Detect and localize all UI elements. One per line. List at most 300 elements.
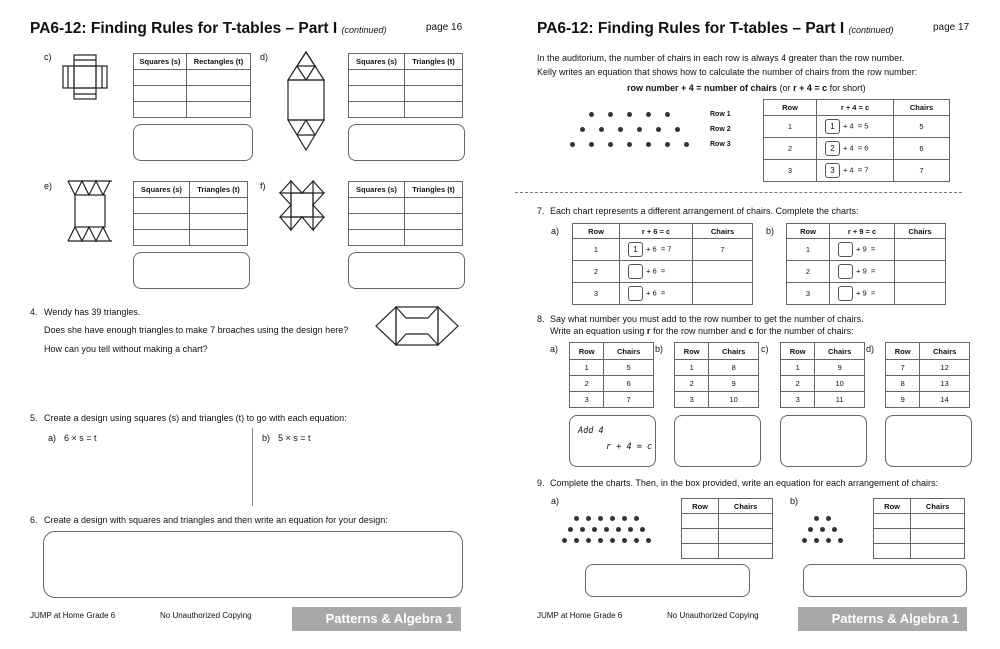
chair-dot [618, 127, 623, 132]
q8-header: Row [886, 343, 920, 360]
left-page-number: page 16 [426, 22, 463, 33]
chair-dot [616, 527, 621, 532]
equals: = 7 [660, 244, 672, 254]
row-number: 1 [764, 116, 817, 138]
q9-b-cell[interactable] [874, 514, 911, 529]
table-c [133, 53, 251, 118]
q7-a-header: Row [573, 224, 620, 239]
row-input-box[interactable]: 3 [825, 163, 840, 178]
chair-dot [808, 527, 813, 532]
table-c-cell[interactable] [186, 86, 250, 102]
chair-dot [598, 516, 603, 521]
section-divider [515, 192, 962, 193]
table-e-cell[interactable] [134, 214, 190, 230]
left-footer-section-bar: Patterns & Algebra 1 [292, 607, 461, 631]
squares-rectangles-figure-c [60, 52, 110, 104]
right.q7.a-row [573, 261, 753, 283]
q8-a-example-box[interactable] [569, 415, 656, 467]
q8-table [780, 342, 865, 408]
q8-header: Row [781, 343, 815, 360]
q8-table-label: c) [761, 344, 769, 354]
q8-cell: 10 [709, 392, 759, 408]
table-f-col2: Triangles (t) [404, 182, 462, 198]
q8-table-label: d) [866, 344, 875, 354]
q8-line2 [550, 326, 854, 336]
equation-cell [817, 116, 894, 138]
table-e-cell[interactable] [189, 230, 247, 246]
broach-design-figure [374, 304, 460, 348]
chair-dot [608, 142, 613, 147]
chair-dot [814, 538, 819, 543]
q9-b-header: Chairs [911, 499, 965, 514]
q8-cell: 7 [886, 360, 920, 376]
addend: + 9 [856, 266, 867, 276]
chairs-cell[interactable] [895, 239, 946, 261]
q9-b-label: b) [790, 496, 799, 506]
q8-cell: 9 [815, 360, 865, 376]
q9-a-table [681, 498, 773, 559]
answer-box-c[interactable] [133, 124, 253, 161]
right.q7.b-row [787, 261, 946, 283]
chair-dot [604, 527, 609, 532]
q8-table [885, 342, 970, 408]
right-footer-copyright: No Unauthorized Copying [667, 611, 759, 620]
equals: = 7 [857, 165, 869, 175]
right-title-text: PA6-12: Finding Rules for T-tables – Part I [537, 20, 845, 37]
chair-dot [627, 112, 632, 117]
equation-cell [620, 261, 693, 283]
equation-cell [830, 283, 895, 305]
q8-cell: 1 [570, 360, 604, 376]
q9-a-label: a) [551, 496, 560, 506]
q8-cell: 9 [886, 392, 920, 408]
addend: + 6 [646, 266, 657, 276]
chairs-cell[interactable] [895, 261, 946, 283]
q8-cell: 13 [920, 376, 970, 392]
chair-dot [826, 538, 831, 543]
right-page-number: page 17 [933, 22, 970, 33]
q9-b-header: Row [874, 499, 911, 514]
right.main_table-row [764, 116, 950, 138]
q9-a-chairs-diagram [562, 512, 662, 548]
q7-a-label: a) [551, 226, 560, 236]
right-page-title [537, 20, 894, 38]
chair-dot [640, 527, 645, 532]
rule-statement [627, 83, 866, 93]
q5-a-equation: 6 × s = t [64, 433, 97, 443]
chair-dot [646, 538, 651, 543]
q7-a-header: r + 6 = c [620, 224, 693, 239]
row-number: 2 [787, 261, 830, 283]
chair-dot [589, 112, 594, 117]
q8-row [675, 392, 759, 408]
rule-bold: row number + 4 = number of chairs [627, 83, 778, 93]
chairs-cell[interactable] [895, 283, 946, 305]
rule-short: r + 4 = c [793, 83, 828, 93]
left-title-text: PA6-12: Finding Rules for T-tables – Part I [30, 20, 338, 37]
chair-dot [589, 142, 594, 147]
q8-row [781, 360, 865, 376]
q8-example-line1: Add 4 [578, 426, 604, 436]
q8-cell: 2 [781, 376, 815, 392]
q8-row [886, 376, 970, 392]
part-d-label: d) [260, 52, 269, 62]
table-f-cell[interactable] [404, 198, 462, 214]
q8-cell: 1 [675, 360, 709, 376]
q8-c-answer-box[interactable] [780, 415, 867, 467]
table-e-cell[interactable] [189, 198, 247, 214]
table-d-cell[interactable] [404, 102, 462, 118]
chairs-cell[interactable]: 5 [894, 116, 950, 138]
q7-b-label: b) [766, 226, 775, 236]
q7-number: 7. [537, 206, 545, 216]
table-e-cell[interactable] [134, 198, 190, 214]
chair-dot [598, 538, 603, 543]
chair-dot [675, 127, 680, 132]
q6-number: 6. [30, 515, 38, 525]
table-f-cell[interactable] [349, 230, 405, 246]
q9-b-cell[interactable] [874, 544, 911, 559]
q8-cell: 9 [709, 376, 759, 392]
equals: = [870, 288, 876, 298]
table-f-cell[interactable] [349, 198, 405, 214]
table-c-col1: Squares (s) [134, 54, 187, 70]
chair-dot [622, 538, 627, 543]
rule-tail: for short) [829, 83, 866, 93]
row-3-label: Row 3 [710, 141, 731, 148]
chair-dot [562, 538, 567, 543]
row-number: 2 [573, 261, 620, 283]
q8-row [886, 392, 970, 408]
right-footer-section-bar: Patterns & Algebra 1 [798, 607, 967, 631]
q9-text: Complete the charts. Then, in the box provided, write an equation for each arrangement of chairs: [550, 478, 939, 488]
q9-a-cell[interactable] [682, 529, 719, 544]
equals: = [870, 266, 876, 276]
q8-row [675, 376, 759, 392]
table-e [133, 181, 248, 246]
chair-dot [656, 127, 661, 132]
q8-cell: 3 [675, 392, 709, 408]
part-e-label: e) [44, 181, 53, 191]
q6-text: Create a design with squares and triangles and then write an equation for your design: [44, 515, 388, 525]
chair-dot [646, 142, 651, 147]
q8-row [675, 360, 759, 376]
q8-table [569, 342, 654, 408]
q5-a-label: a) [48, 433, 57, 443]
q7-a-header: Chairs [693, 224, 753, 239]
row-input-box[interactable] [838, 242, 853, 257]
part-c-label: c) [44, 52, 52, 62]
row-2-label: Row 2 [710, 126, 731, 133]
q5-divider [252, 428, 253, 506]
chair-dot [622, 516, 627, 521]
chairs-cell[interactable] [693, 283, 753, 305]
row-input-box[interactable]: 1 [628, 242, 643, 257]
table-e-cell[interactable] [134, 230, 190, 246]
left-continued: (continued) [341, 25, 387, 35]
q5-b-label: b) [262, 433, 271, 443]
q8-cell: 5 [604, 360, 654, 376]
q8-row [570, 376, 654, 392]
q8-table-label: b) [655, 344, 664, 354]
q6-design-box[interactable] [43, 531, 463, 598]
q5-number: 5. [30, 413, 38, 423]
chair-dot [592, 527, 597, 532]
table-c-cell[interactable] [134, 70, 187, 86]
table-d-col1: Squares (s) [349, 54, 405, 70]
q8-line2-d: for the number of chairs: [756, 326, 854, 336]
chair-dot [646, 112, 651, 117]
q8-cell: 10 [815, 376, 865, 392]
left-footer-copyright: No Unauthorized Copying [160, 611, 252, 620]
intro-line2: Kelly writes an equation that shows how to calculate the number of chairs from the row number: [537, 67, 918, 77]
q8-line1: Say what number you must add to the row number to get the number of chairs. [550, 314, 864, 324]
q8-header: Chairs [920, 343, 970, 360]
chairs-cell[interactable]: 7 [693, 239, 753, 261]
table-c-cell[interactable] [134, 86, 187, 102]
answer-box-e[interactable] [133, 252, 250, 289]
q8-row [781, 376, 865, 392]
row-input-box[interactable] [838, 264, 853, 279]
equation-cell [620, 283, 693, 305]
q8-number: 8. [537, 314, 545, 324]
chair-dot [610, 516, 615, 521]
main-table-header: r + 4 = c [817, 100, 894, 116]
table-c-cell[interactable] [186, 70, 250, 86]
table-f-cell[interactable] [349, 214, 405, 230]
q8-row [570, 360, 654, 376]
q8-cell: 8 [886, 376, 920, 392]
q9-b-cell[interactable] [874, 529, 911, 544]
row-1-label: Row 1 [710, 111, 731, 118]
chair-dot [684, 142, 689, 147]
table-d-cell[interactable] [404, 86, 462, 102]
table-e-col1: Squares (s) [134, 182, 190, 198]
chair-dot [574, 538, 579, 543]
row-input-box[interactable]: 1 [825, 119, 840, 134]
q8-row [781, 392, 865, 408]
row-number: 3 [573, 283, 620, 305]
equation-cell [830, 261, 895, 283]
addend: + 6 [646, 244, 657, 254]
chair-dot [634, 538, 639, 543]
q8-line2-r: r [646, 326, 651, 336]
chair-dot [580, 127, 585, 132]
q8-cell: 2 [570, 376, 604, 392]
q4-line3: How can you tell without making a chart? [44, 344, 208, 354]
q9-a-header: Chairs [719, 499, 773, 514]
row-input-box[interactable] [838, 286, 853, 301]
chair-dot [574, 516, 579, 521]
table-d-cell[interactable] [349, 86, 405, 102]
chair-dot [580, 527, 585, 532]
table-d [348, 53, 463, 118]
chair-dot [637, 127, 642, 132]
q9-a-cell[interactable] [719, 514, 773, 529]
equation-cell [817, 138, 894, 160]
equation-cell [620, 239, 693, 261]
intro-line1: In the auditorium, the number of chairs in each row is always 4 greater than the row number. [537, 53, 905, 63]
equals: = [660, 266, 666, 276]
main-table-header: Chairs [894, 100, 950, 116]
squares-triangles-figure-e [66, 178, 114, 244]
right.q7.b-row [787, 283, 946, 305]
row-number: 3 [787, 283, 830, 305]
q9-a-header: Row [682, 499, 719, 514]
q9-b-cell[interactable] [911, 544, 965, 559]
row-input-box[interactable] [628, 264, 643, 279]
q5-text: Create a design using squares (s) and triangles (t) to go with each equation: [44, 413, 347, 423]
table-f-col1: Squares (s) [349, 182, 405, 198]
table-c-cell[interactable] [134, 102, 187, 118]
addend: + 9 [856, 244, 867, 254]
q8-cell: 3 [570, 392, 604, 408]
addend: + 4 [843, 121, 854, 131]
q9-a-cell[interactable] [719, 544, 773, 559]
q8-header: Row [570, 343, 604, 360]
q8-line2-b: for the row number and [652, 326, 747, 336]
equation-cell [830, 239, 895, 261]
q8-table-label: a) [550, 344, 559, 354]
addend: + 4 [843, 165, 854, 175]
table-d-col2: Triangles (t) [404, 54, 462, 70]
chair-dot [634, 516, 639, 521]
q8-cell: 12 [920, 360, 970, 376]
chair-dot [820, 527, 825, 532]
right-footer-publisher: JUMP at Home Grade 6 [537, 611, 623, 620]
q9-b-table [873, 498, 965, 559]
q9-number: 9. [537, 478, 545, 488]
right.q7.a-row [573, 239, 753, 261]
q8-cell: 7 [604, 392, 654, 408]
chairs-cell[interactable] [693, 261, 753, 283]
equals: = [870, 244, 876, 254]
q9-b-equation-box[interactable] [803, 564, 967, 597]
right.main_table-row [764, 160, 950, 182]
chair-dot [586, 516, 591, 521]
q8-cell: 3 [781, 392, 815, 408]
right.q7.a-row [573, 283, 753, 305]
equals: = 5 [857, 121, 869, 131]
squares-triangles-figure-f [278, 178, 326, 234]
q9-a-equation-box[interactable] [585, 564, 750, 597]
q8-cell: 1 [781, 360, 815, 376]
row-input-box[interactable]: 2 [825, 141, 840, 156]
q7-b-header: r + 9 = c [830, 224, 895, 239]
q8-cell: 2 [675, 376, 709, 392]
q8-cell: 8 [709, 360, 759, 376]
main-table-header: Row [764, 100, 817, 116]
chair-dot [832, 527, 837, 532]
q8-table [674, 342, 759, 408]
table-c-col2: Rectangles (t) [186, 54, 250, 70]
q7-b-header: Row [787, 224, 830, 239]
auditorium-chairs-diagram [570, 108, 700, 152]
chair-dot [627, 142, 632, 147]
q8-cell: 6 [604, 376, 654, 392]
q8-header: Chairs [815, 343, 865, 360]
q7-a-table [572, 223, 753, 305]
q4-line1: Wendy has 39 triangles. [44, 307, 141, 317]
q7-b-header: Chairs [895, 224, 946, 239]
chair-dot [838, 538, 843, 543]
chair-dot [610, 538, 615, 543]
row-number: 3 [764, 160, 817, 182]
row-number: 1 [573, 239, 620, 261]
q8-row [570, 392, 654, 408]
right.main_table-row [764, 138, 950, 160]
part-f-label: f) [260, 181, 266, 191]
table-e-col2: Triangles (t) [189, 182, 247, 198]
q9-b-cell[interactable] [911, 514, 965, 529]
q8-row [886, 360, 970, 376]
q7-text: Each chart represents a different arrangement of chairs. Complete the charts: [550, 206, 859, 216]
right.q7.b-row [787, 239, 946, 261]
chairs-cell[interactable]: 7 [894, 160, 950, 182]
chair-dot [628, 527, 633, 532]
chair-dot [570, 142, 575, 147]
table-f-cell[interactable] [404, 230, 462, 246]
chair-dot [814, 516, 819, 521]
q8-example-line2: r + 4 = c [606, 442, 653, 452]
q9-a-cell[interactable] [682, 544, 719, 559]
table-d-cell[interactable] [404, 70, 462, 86]
q9-a-cell[interactable] [719, 529, 773, 544]
table-f [348, 181, 463, 246]
q8-cell: 11 [815, 392, 865, 408]
answer-box-d[interactable] [348, 124, 465, 161]
q4-number: 4. [30, 307, 38, 317]
chair-dot [599, 127, 604, 132]
table-d-cell[interactable] [349, 102, 405, 118]
chair-dot [826, 516, 831, 521]
q9-b-cell[interactable] [911, 529, 965, 544]
equals: = [660, 288, 666, 298]
chair-dot [665, 112, 670, 117]
row-input-box[interactable] [628, 286, 643, 301]
rule-or: (or [779, 83, 791, 93]
table-d-cell[interactable] [349, 70, 405, 86]
q9-a-cell[interactable] [682, 514, 719, 529]
q8-b-answer-box[interactable] [674, 415, 761, 467]
left-page-title [30, 20, 387, 38]
chair-dot [586, 538, 591, 543]
q8-header: Chairs [604, 343, 654, 360]
q8-header: Chairs [709, 343, 759, 360]
q7-b-table [786, 223, 946, 305]
table-e-cell[interactable] [189, 214, 247, 230]
right-continued: (continued) [848, 25, 894, 35]
q8-header: Row [675, 343, 709, 360]
q8-line2-a: Write an equation using [550, 326, 645, 336]
main-rule-table [763, 99, 950, 182]
q4-line2: Does she have enough triangles to make 7 broaches using the design here? [44, 325, 349, 335]
chairs-cell[interactable]: 6 [894, 138, 950, 160]
addend: + 4 [843, 143, 854, 153]
q8-d-answer-box[interactable] [885, 415, 972, 467]
row-number: 2 [764, 138, 817, 160]
chair-dot [665, 142, 670, 147]
q9-b-chairs-diagram [802, 512, 862, 548]
q8-line2-c: c [748, 326, 754, 336]
answer-box-f[interactable] [348, 252, 465, 289]
q8-cell: 14 [920, 392, 970, 408]
equals: = 6 [857, 143, 869, 153]
table-c-cell[interactable] [186, 102, 250, 118]
addend: + 6 [646, 288, 657, 298]
table-f-cell[interactable] [404, 214, 462, 230]
q5-b-equation: 5 × s = t [278, 433, 311, 443]
